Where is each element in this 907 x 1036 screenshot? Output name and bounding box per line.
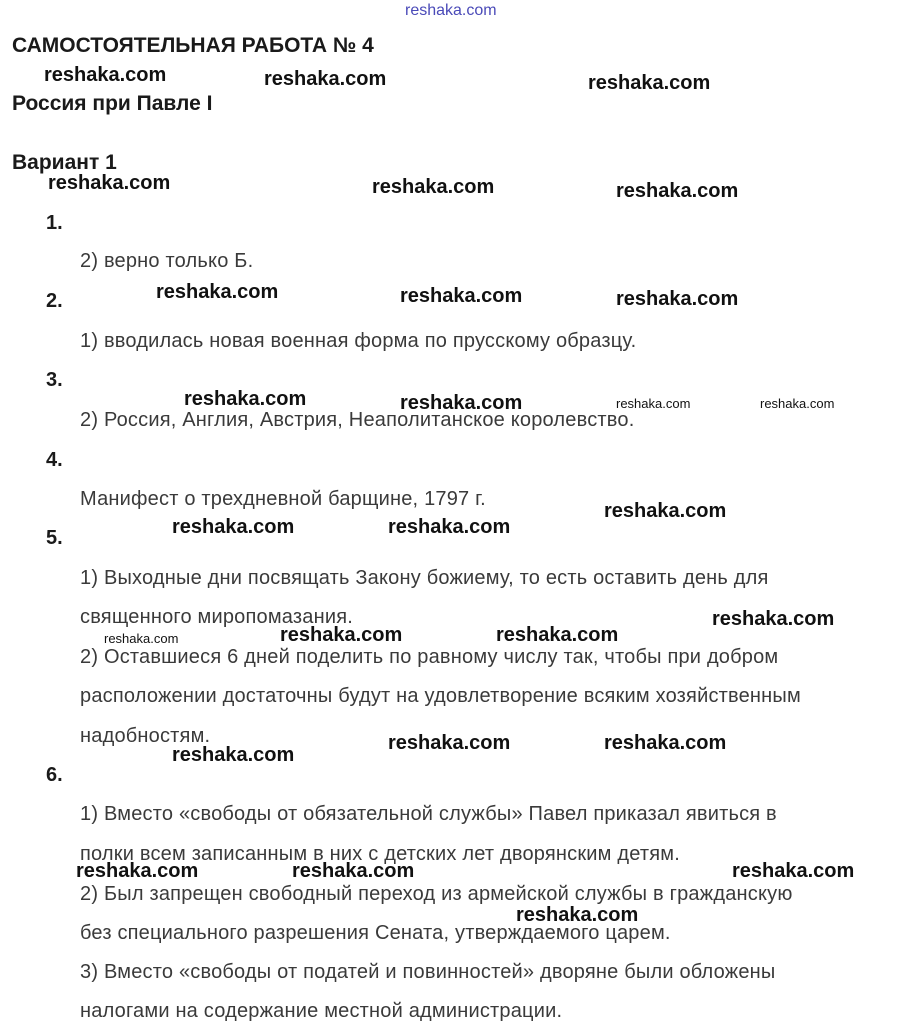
watermark: reshaka.com [400,392,523,414]
watermark: reshaka.com [280,624,403,646]
watermark: reshaka.com [76,860,199,882]
watermark: reshaka.com [732,860,855,882]
answer-number: 4. [46,449,63,471]
answer-number: 1. [46,212,63,234]
watermark: reshaka.com [172,516,295,538]
watermark: reshaka.com [264,68,387,90]
answer-line: 2) Оставшиеся 6 дней поделить по равному числу так, чтобы при добром [80,646,779,668]
watermark: reshaka.com [760,396,835,411]
answer-line: 1) Выходные дни посвящать Закону божиему, то есть оставить день для [80,567,769,589]
answer-line: полки всем записанным в них с детских лет дворянским детям. [80,843,681,865]
site-watermark: reshaka.com [405,2,497,19]
watermark: reshaka.com [184,388,307,410]
watermark: reshaka.com [104,631,179,646]
watermark: reshaka.com [48,172,171,194]
watermark: reshaka.com [616,288,739,310]
watermark: reshaka.com [172,744,295,766]
answer-number: 2. [46,290,63,312]
watermark: reshaka.com [616,180,739,202]
answer-line: священного миропомазания. [80,606,353,628]
watermark: reshaka.com [388,516,511,538]
watermark: reshaka.com [292,860,415,882]
watermark: reshaka.com [496,624,619,646]
watermark: reshaka.com [604,500,727,522]
answer-line: без специального разрешения Сената, утверждаемого царем. [80,922,671,944]
watermark: reshaka.com [516,904,639,926]
watermark: reshaka.com [604,732,727,754]
answer-line: 1) вводилась новая военная форма по прусскому образцу. [80,330,637,352]
answer-line: 3) Вместо «свободы от податей и повинностей» дворяне были обложены [80,961,776,983]
watermark: reshaka.com [156,281,279,303]
answer-line: расположении достаточны будут на удовлетворение всяким хозяйственным [80,685,801,707]
answer-number: 3. [46,369,63,391]
watermark: reshaka.com [44,64,167,86]
answer-line: надобностям. [80,725,211,747]
answer-line: 2) верно только Б. [80,250,254,272]
variant-heading: Вариант 1 [12,151,117,174]
watermark: reshaka.com [712,608,835,630]
answer-line: 2) Россия, Англия, Австрия, Неаполитанское королевство. [80,409,635,431]
answer-line: Манифест о трехдневной барщине, 1797 г. [80,488,486,510]
watermark: reshaka.com [588,72,711,94]
watermark: reshaka.com [400,285,523,307]
answer-number: 5. [46,527,63,549]
page-title: САМОСТОЯТЕЛЬНАЯ РАБОТА № 4 [12,34,374,57]
watermark: reshaka.com [388,732,511,754]
page-subtitle: Россия при Павле I [12,92,213,115]
answer-line: 2) Был запрещен свободный переход из армейской службы в гражданскую [80,883,793,905]
watermark: reshaka.com [372,176,495,198]
answer-line: 1) Вместо «свободы от обязательной службы» Павел приказал явиться в [80,803,777,825]
watermark: reshaka.com [616,396,691,411]
answer-line: налогами на содержание местной администрации. [80,1000,563,1022]
answer-number: 6. [46,764,63,786]
